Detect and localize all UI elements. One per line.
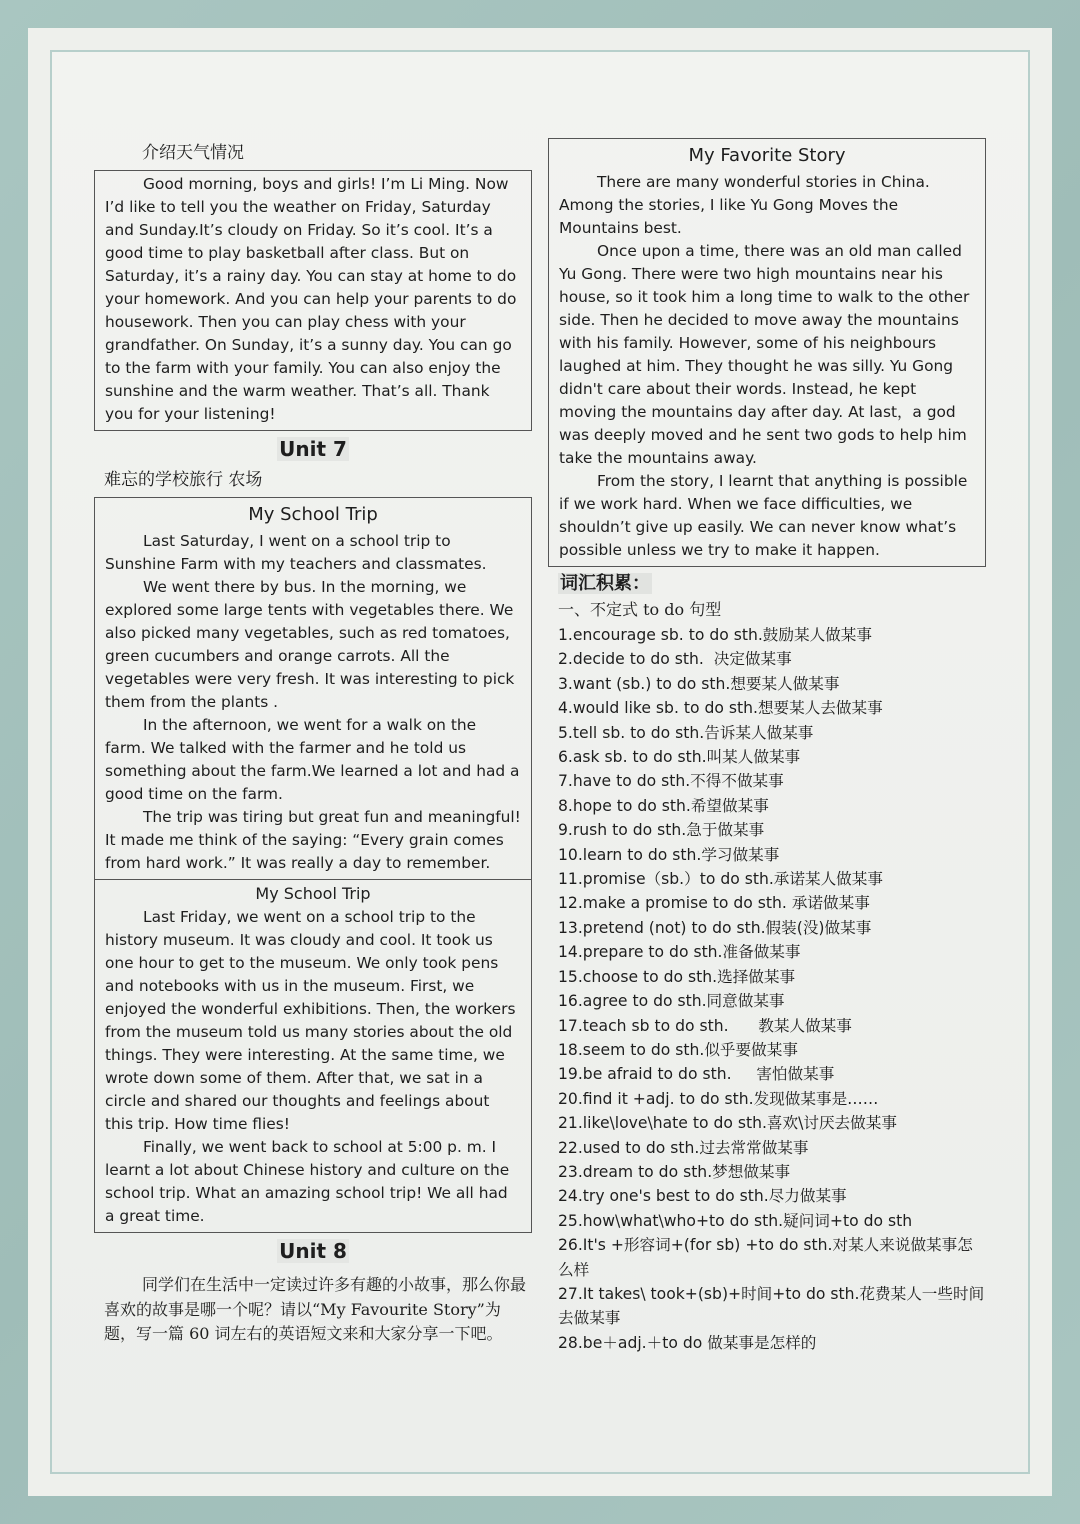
trip1-box bbox=[94, 497, 532, 880]
unit8-label: Unit 8 bbox=[279, 1239, 347, 1263]
story-paragraph: From the story, I learnt that anything is possible if we work hard. When we face difficulties, we shouldn’t give up easily. We can never know what’s possible unless we try to make it happen. bbox=[559, 472, 968, 559]
vocab-item: 13.pretend (not) to do sth.假装(没)做某事 bbox=[558, 918, 872, 937]
vocab-item: 25.how\what\who+to do sth.疑问词+to do sth bbox=[558, 1211, 913, 1230]
weather-caption: 介绍天气情况 bbox=[142, 143, 244, 163]
vocab-title: 词汇积累： bbox=[560, 573, 650, 594]
vocab-item: 21.like\love\hate to do sth.喜欢\讨厌去做某事 bbox=[558, 1114, 897, 1133]
vocab-item: 26.It's +形容词+(for sb) +to do sth.对某人来说做某事怎么样 bbox=[558, 1236, 973, 1279]
vocab-item: 17.teach sb to do sth. 教某人做某事 bbox=[558, 1016, 852, 1035]
story-paragraph: There are many wonderful stories in China. Among the stories, I like Yu Gong Moves the Mountains best. bbox=[559, 173, 930, 237]
trip2-box bbox=[94, 880, 532, 1233]
vocab-item: 20.find it +adj. to do sth.发现做某事是…… bbox=[558, 1089, 879, 1108]
vocab-item: 6.ask sb. to do sth.叫某人做某事 bbox=[558, 748, 801, 767]
vocab-list bbox=[548, 623, 986, 1355]
unit7-heading bbox=[94, 433, 532, 465]
story-box bbox=[548, 138, 986, 567]
unit8-prompt: 同学们在生活中一定读过许多有趣的小故事，那么你最喜欢的故事是哪一个呢？请以“My Favourite Story”为题，写一篇 60 词左右的英语短文来和大家分享一下吧。 bbox=[104, 1275, 527, 1343]
vocab-item: 19.be afraid to do sth. 害怕做某事 bbox=[558, 1065, 835, 1084]
vocab-item: 28.be＋adj.＋to do 做某事是怎样的 bbox=[558, 1333, 817, 1352]
vocab-item: 23.dream to do sth.梦想做某事 bbox=[558, 1162, 791, 1181]
trip1-title: My School Trip bbox=[248, 504, 378, 525]
vocab-item: 2.decide to do sth. 决定做某事 bbox=[558, 650, 792, 669]
story-title: My Favorite Story bbox=[688, 145, 846, 166]
trip1-paragraph: We went there by bus. In the morning, we explored some large tents with vegetables there. We also picked many vegetables, such as red tomatoes, green cucumbers and orange carrots. All the vegetables were very fresh. It was interesting to pick them from the plants . bbox=[105, 578, 515, 711]
trip1-paragraph: Last Saturday, I went on a school trip to Sunshine Farm with my teachers and classmates. bbox=[105, 532, 487, 573]
vocab-item: 5.tell sb. to do sth.告诉某人做某事 bbox=[558, 723, 814, 742]
unit8-heading bbox=[94, 1235, 532, 1267]
weather-box bbox=[94, 170, 532, 431]
vocab-subtitle: 一、不定式 to do 句型 bbox=[558, 600, 722, 619]
vocab-item: 7.have to do sth.不得不做某事 bbox=[558, 772, 784, 791]
left-column bbox=[94, 140, 532, 1347]
vocab-item: 18.seem to do sth.似乎要做某事 bbox=[558, 1040, 798, 1059]
weather-text: Good morning, boys and girls! I’m Li Ming. Now I’d like to tell you the weather on Friday, Saturday and Sunday.It’s cloudy on Friday. So it’s cool. It’s a good time to play basketball after class. But on Saturday, it’s a rainy day. You can stay at home to do your homework. And you can help your parents to do housework. Then you can play chess with your grandfather. On Sunday, it’s a sunny day. You can go to the farm with your family. You can also enjoy the sunshine and the warm weather. That’s all. Thank you for your listening! bbox=[105, 175, 517, 423]
trip2-title: My School Trip bbox=[255, 884, 371, 903]
vocab-item: 10.learn to do sth.学习做某事 bbox=[558, 845, 780, 864]
right-column bbox=[548, 138, 986, 1355]
trip1-paragraph: In the afternoon, we went for a walk on the farm. We talked with the farmer and he told us something about the farm.We learned a lot and had a good time on the farm. bbox=[105, 716, 520, 803]
vocab-item: 9.rush to do sth.急于做某事 bbox=[558, 821, 765, 840]
vocab-item: 1.encourage sb. to do sth.鼓励某人做某事 bbox=[558, 626, 872, 644]
trip1-paragraph: The trip was tiring but great fun and meaningful! It made me think of the saying: “Every grain comes from hard work.” It was really a day to remember. bbox=[105, 808, 521, 872]
unit7-caption: 难忘的学校旅行 农场 bbox=[104, 470, 263, 490]
vocab-item: 16.agree to do sth.同意做某事 bbox=[558, 992, 785, 1011]
vocab-item: 14.prepare to do sth.准备做某事 bbox=[558, 943, 801, 962]
trip2-paragraph: Last Friday, we went on a school trip to the history museum. It was cloudy and cool. It took us one hour to get to the museum. We only took pens and notebooks with us in the museum. First, we enjoyed the wonderful exhibitions. Then, the workers from the museum told us many stories about the old things. They were interesting. At the same time, we wrote down some of them. After that, we sat in a circle and shared our thoughts and feelings about this trip. How time flies! bbox=[105, 908, 516, 1133]
vocab-item: 15.choose to do sth.选择做某事 bbox=[558, 967, 796, 986]
vocab-heading bbox=[558, 571, 986, 597]
vocab-item: 3.want (sb.) to do sth.想要某人做某事 bbox=[558, 674, 840, 693]
vocab-item: 12.make a promise to do sth. 承诺做某事 bbox=[558, 894, 870, 913]
story-paragraph: Once upon a time, there was an old man called Yu Gong. There were two high mountains near his house, so it took him a long time to walk to the other side. Then he decided to move away the mountains with his family. However, some of his neighbours laughed at him. They thought he was silly. Yu Gong didn't care about their words. Instead, he kept moving the mountains day after day. At last，a god was deeply moved and he sent two gods to help him take the mountains away. bbox=[559, 242, 970, 467]
vocab-item: 27.It takes\ took+(sb)+时间+to do sth.花费某人一些时间去做某事 bbox=[558, 1284, 985, 1328]
trip2-paragraph: Finally, we went back to school at 5:00 p. m. I learnt a lot about Chinese history and culture on the school trip. What an amazing school trip! We all had a great time. bbox=[105, 1138, 510, 1225]
vocab-item: 11.promise（sb.）to do sth.承诺某人做某事 bbox=[558, 870, 883, 889]
vocab-item: 24.try one's best to do sth.尽力做某事 bbox=[558, 1187, 847, 1206]
vocab-item: 8.hope to do sth.希望做某事 bbox=[558, 796, 769, 815]
vocab-item: 4.would like sb. to do sth.想要某人去做某事 bbox=[558, 699, 883, 718]
vocab-item: 22.used to do sth.过去常常做某事 bbox=[558, 1138, 809, 1157]
unit7-label: Unit 7 bbox=[279, 437, 347, 461]
